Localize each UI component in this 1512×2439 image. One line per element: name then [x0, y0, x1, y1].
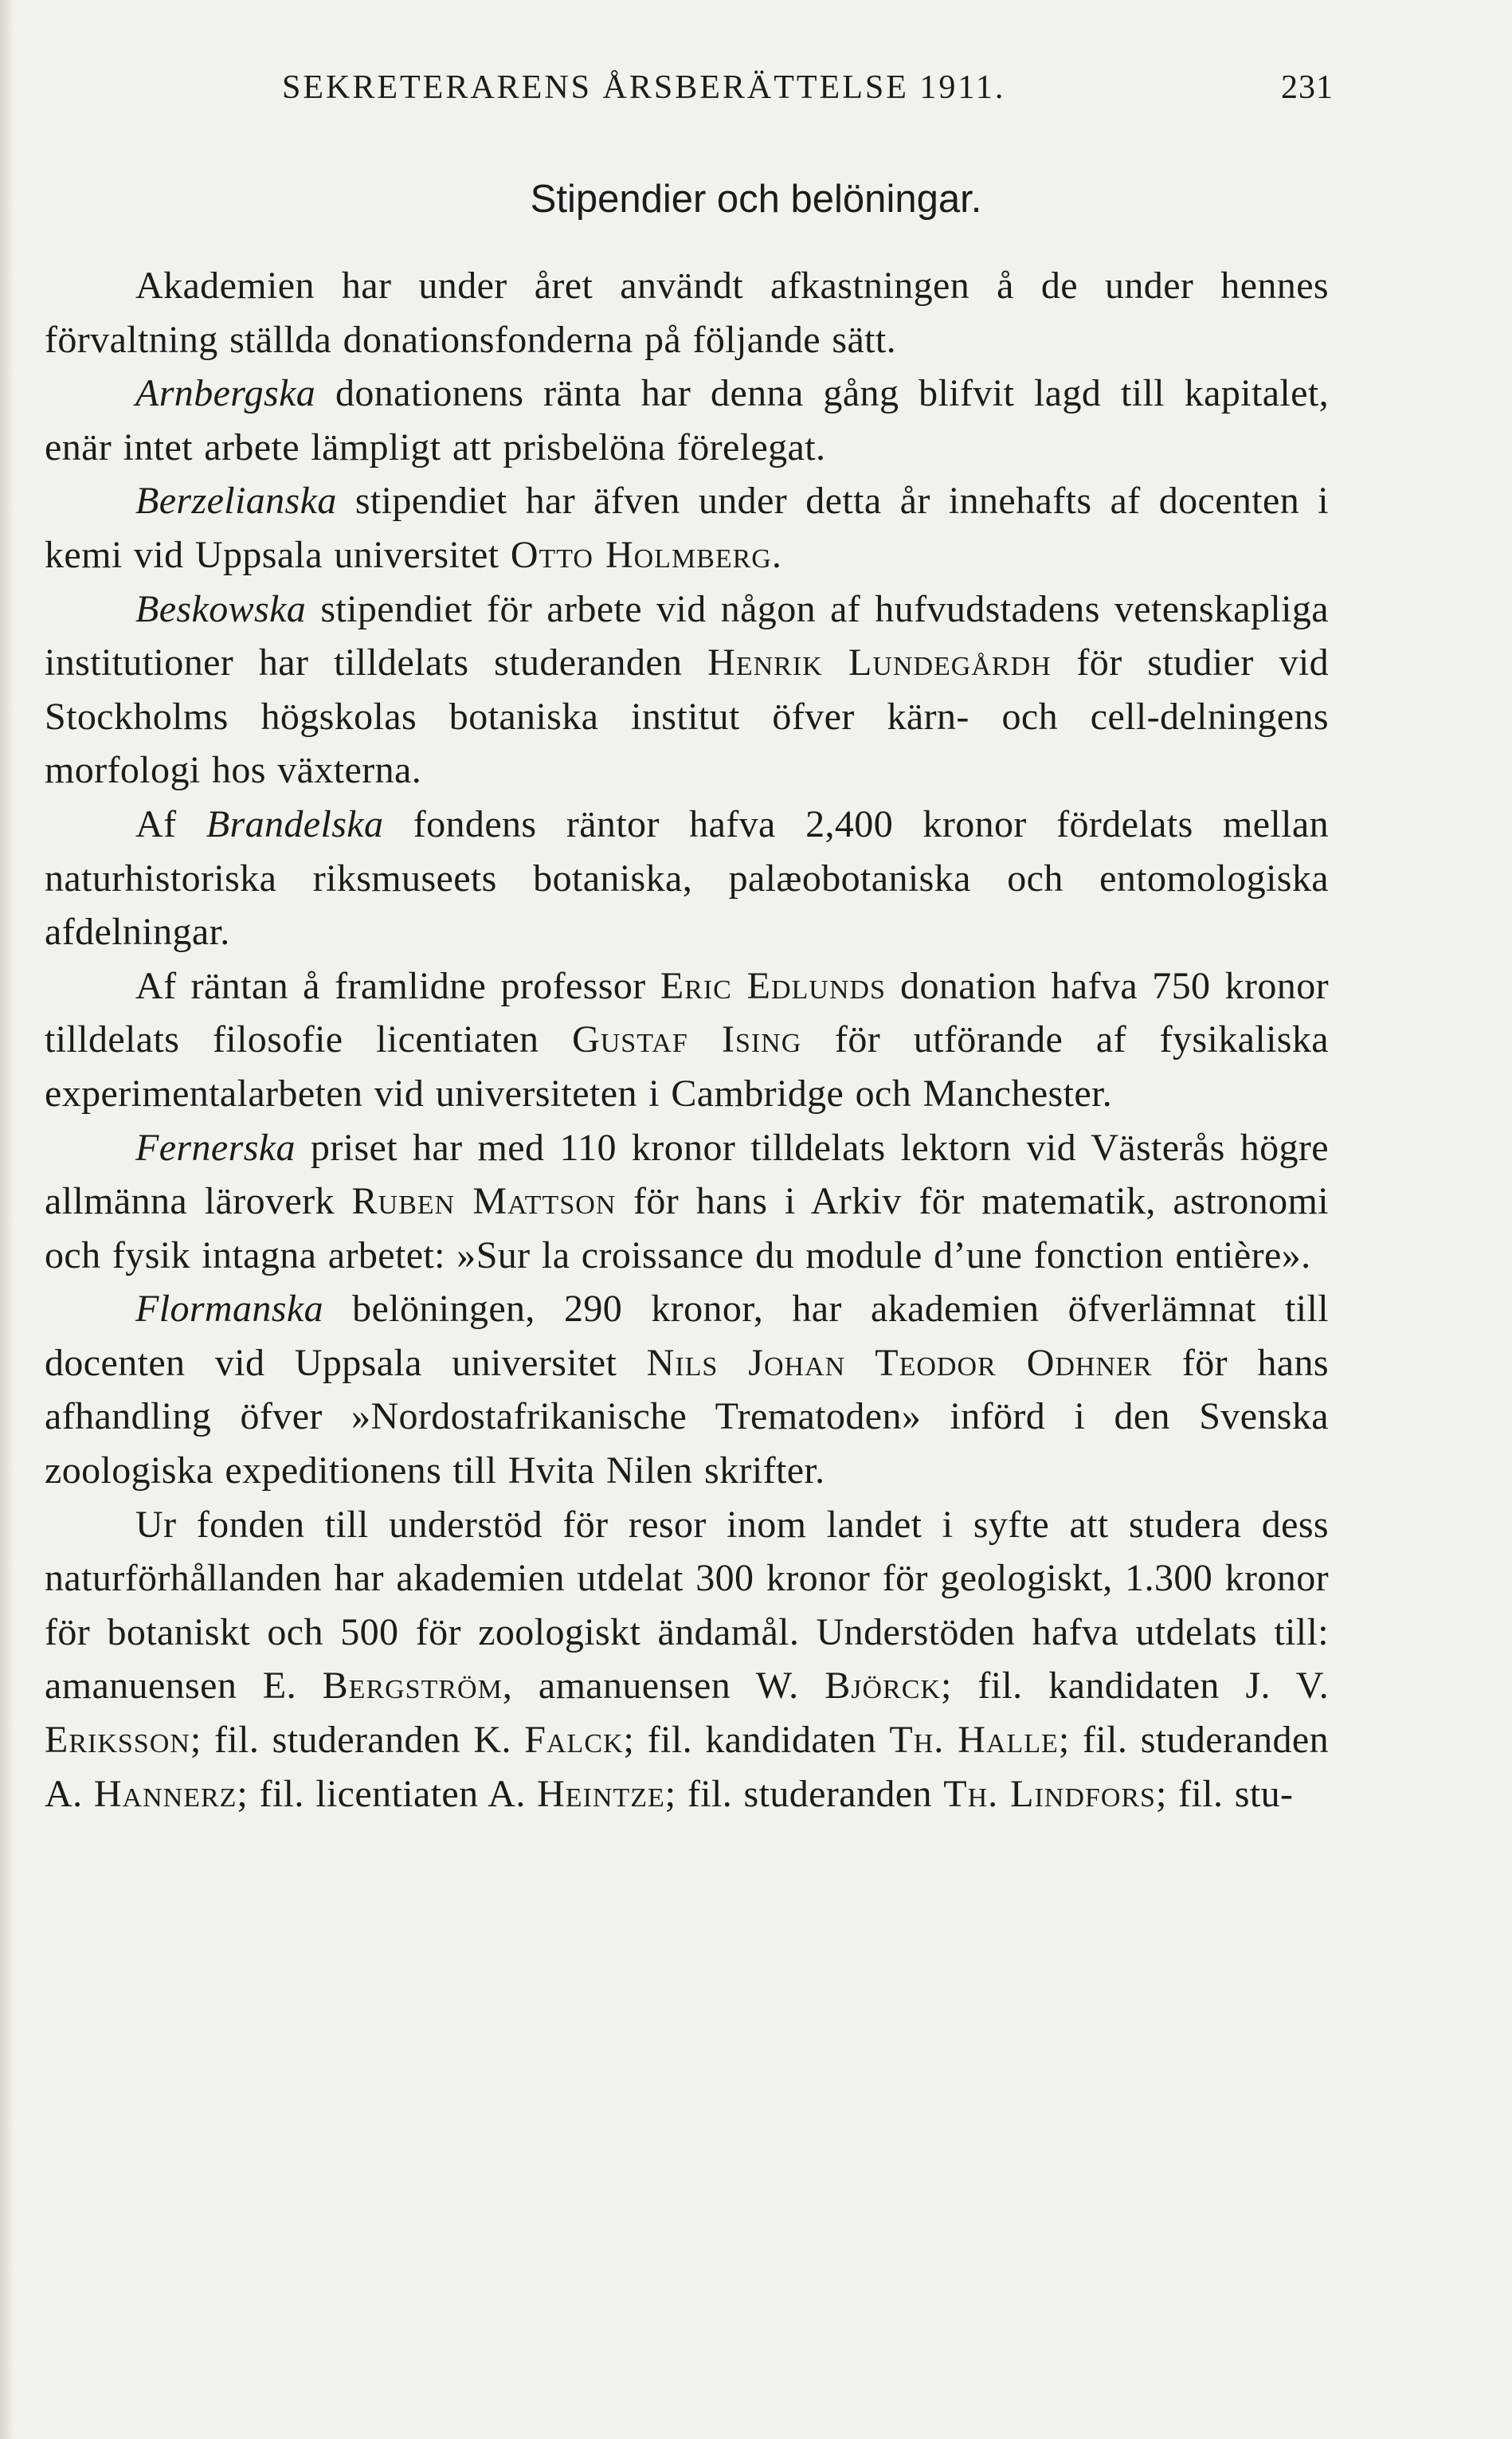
paragraph-fernerska-text-1: priset har med 110 kronor tilldelats lektorn vid Västerås högre allmänna läroverk	[45, 1126, 1329, 1223]
paragraph-travel-grants-text-1: Ur fonden till understöd för resor inom landet i syfte att studera dess naturförhållanden har akademien utdelat 300 kronor för geologiskt, 1.300 kronor för botaniskt och 500 för zoologiskt ändamål. Understöden hafva utdelats till: amanuensen E.	[45, 1503, 1329, 1708]
person-lundegardh: Henrik Lundegårdh	[707, 641, 1052, 684]
fund-name-berzelianska: Berzelianska	[135, 480, 337, 523]
fund-name-brandelska: Brandelska	[206, 802, 384, 845]
person-edlund: Eric Edlunds	[660, 964, 886, 1007]
paragraph-beskowska	[45, 582, 1329, 798]
paragraph-edlund-text-3: för utförande af fysikaliska experimentalarbeten vid universiteten i Cambridge och Manchester.	[45, 1018, 1329, 1115]
paragraph-flormanska-text-1: belöningen, 290 kronor, har akademien öfverlämnat till docenten vid Uppsala universitet	[45, 1288, 1329, 1384]
person-lindfors: Th. Lindfors	[943, 1772, 1156, 1815]
person-odhner: Nils Johan Teodor Odhner	[646, 1341, 1153, 1384]
person-bjorck: Björck	[825, 1665, 941, 1708]
paragraph-fernerska-text-2: för hans i Arkiv för matematik, astronomi och fysik intagna arbetet: »Sur la croissance du module d’une fonction entière».	[45, 1180, 1329, 1276]
page-number: 231	[1281, 69, 1334, 106]
person-bergstrom: Bergström	[322, 1665, 503, 1708]
paragraph-brandelska-pre: Af	[135, 802, 206, 845]
paragraph-fernerska	[45, 1121, 1329, 1283]
paragraph-brandelska-text: fondens räntor hafva 2,400 kronor fördelats mellan naturhistoriska riksmuseets botaniska, palæobotaniska och entomologiska afdelningar.	[45, 802, 1329, 954]
paragraph-beskowska-text-2: för studier vid Stockholms högskolas botaniska institut öfver kärn- och cell-delningens morfologi hos växterna.	[45, 641, 1329, 792]
paragraph-brandelska	[45, 798, 1329, 959]
travel-text-8: ; fil. studeranden	[664, 1772, 944, 1815]
person-heintze: Heintze	[537, 1772, 665, 1815]
page-edge-shadow	[0, 0, 14, 2439]
paragraph-edlund	[45, 959, 1329, 1121]
paragraph-berzelianska-text: stipendiet har äfven under detta år innehafts af docenten i kemi vid Uppsala universitet	[45, 480, 1329, 576]
person-halle: Th. Halle	[889, 1719, 1059, 1762]
person-mattson: Ruben Mattson	[351, 1180, 617, 1223]
travel-text-5: ; fil. kandidaten	[623, 1719, 890, 1762]
fund-name-flormanska: Flormanska	[135, 1288, 323, 1331]
paragraph-flormanska	[45, 1282, 1329, 1497]
person-ising: Gustaf Ising	[572, 1018, 802, 1061]
fund-name-arnbergska: Arnbergska	[135, 372, 316, 415]
travel-text-4: ; fil. studeranden K.	[190, 1719, 525, 1762]
travel-text-3: ; fil. kandidaten J. V.	[940, 1665, 1329, 1708]
travel-text-2: , amanuensen W.	[502, 1665, 825, 1708]
paragraph-arnbergska-text: donationens ränta har denna gång blifvit lagd till kapitalet, enär intet arbete lämpligt att prisbelöna förelegat.	[45, 372, 1329, 469]
person-hannerz: Hannerz	[93, 1772, 237, 1815]
person-eriksson: Eriksson	[45, 1719, 190, 1762]
travel-text-7: ; fil. licentiaten A.	[237, 1772, 538, 1815]
fund-name-fernerska: Fernerska	[135, 1126, 296, 1169]
paragraph-intro	[45, 259, 1329, 367]
person-holmberg: Otto Holmberg	[510, 533, 772, 576]
travel-text-6: ; fil. studeranden A.	[45, 1719, 1330, 1815]
paragraph-travel-grants	[45, 1498, 1329, 1821]
paragraph-flormanska-text-2: för hans afhandling öfver »Nordostafrikanische Trematoden» införd i den Svenska zoologiska expeditionens till Hvita Nilen skrifter.	[45, 1341, 1329, 1492]
travel-text-9: ; fil. stu-	[1155, 1772, 1294, 1815]
paragraph-edlund-text-2: donation hafva 750 kronor tilldelats filosofie licentiaten	[45, 964, 1329, 1061]
section-heading: Stipendier och belöningar.	[530, 178, 982, 221]
paragraph-edlund-text-1: Af räntan å framlidne professor	[135, 964, 660, 1007]
person-falck: Falck	[524, 1719, 624, 1762]
paragraph-beskowska-text-1: stipendiet för arbete vid någon af hufvudstadens vetenskapliga institutioner har tilldelats studeranden	[45, 587, 1329, 684]
paragraph-arnbergska	[45, 367, 1329, 474]
fund-name-beskowska: Beskowska	[135, 587, 307, 630]
running-head	[282, 69, 1334, 116]
paragraph-berzelianska	[45, 474, 1329, 582]
running-title: SEKRETERARENS ÅRSBERÄTTELSE 1911.	[282, 69, 1006, 106]
paragraph-berzelianska-end: .	[771, 533, 782, 576]
body-text	[45, 259, 1329, 1821]
paragraph-intro-text: Akademien har under året användt afkastningen å de under hennes förvaltning ställda donationsfonderna på följande sätt.	[45, 265, 1329, 361]
